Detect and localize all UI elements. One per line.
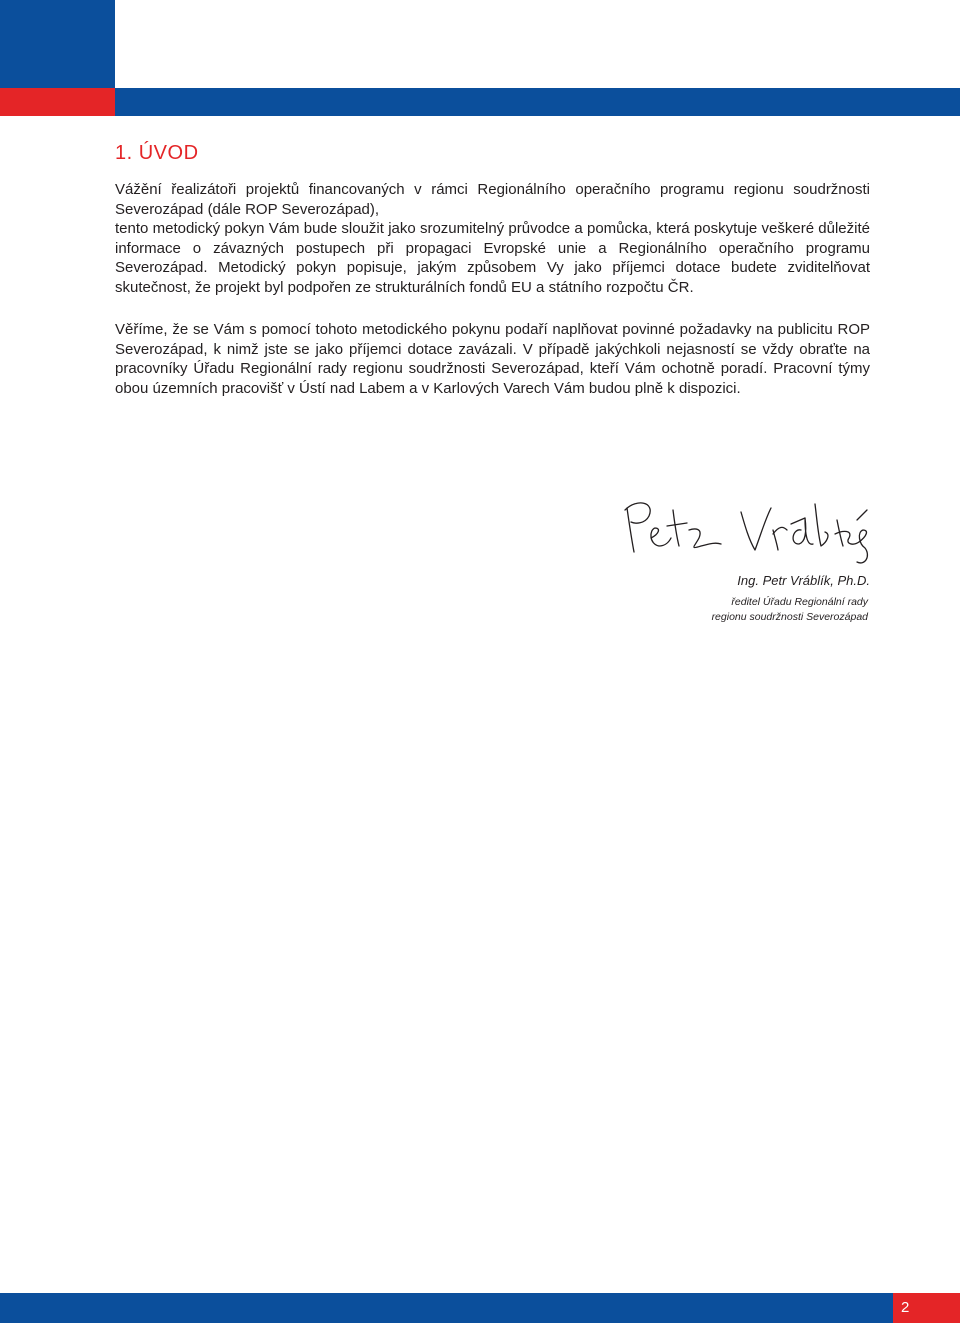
section-title: 1. ÚVOD: [115, 142, 199, 164]
header-blue-block: [0, 0, 115, 88]
header-blue-band: [115, 88, 960, 116]
signatory-role-line-2: regionu soudržnosti Severozápad: [711, 611, 868, 623]
header-red-block: [0, 88, 115, 116]
signatory-role-line-1: ředitel Úřadu Regionální rady: [731, 596, 868, 608]
signatory-name: Ing. Petr Vráblík, Ph.D.: [737, 573, 870, 588]
footer-blue-band: [0, 1293, 893, 1323]
handwritten-signature: [615, 490, 875, 570]
closing-paragraph: Věříme, že se Vám s pomocí tohoto metodického pokynu podaří naplňovat povinné požadavky na publicitu ROP Severozápad, k nimž jste se jako příjemci dotace zavázali. V případě jakýchkoli nejasností se vždy obraťte na pracovníky Úřadu Regionální rady regionu soudržnosti Severozápad, kteří Vám ochotně poradí. Pracovní týmy obou územních pracovišť v Ústí nad Labem a v Karlových Varech Vám budou plně k dispozici.: [115, 321, 870, 397]
salutation-text: Vážění řealizátoři projektů financovaných v rámci Regionálního operačního programu regionu soudržnosti Severozápad (dále ROP Severozápad),: [115, 181, 870, 218]
page-number: 2: [901, 1299, 910, 1316]
signatory-role: [712, 595, 868, 625]
intro-paragraph: [115, 180, 870, 297]
intro-body-text: tento metodický pokyn Vám bude sloužit jako srozumitelný průvodce a pomůcka, která poskytuje veškeré důležité informace o závazných postupech při propagaci Evropské unie a Regionálního operačního programu Severozápad. Metodický pokyn popisuje, jakým způsobem Vy jako příjemci dotace budete zviditelňovat skutečnost, že projekt byl podpořen ze strukturálních fondů EU a státního rozpočtu ČR.: [115, 220, 870, 296]
